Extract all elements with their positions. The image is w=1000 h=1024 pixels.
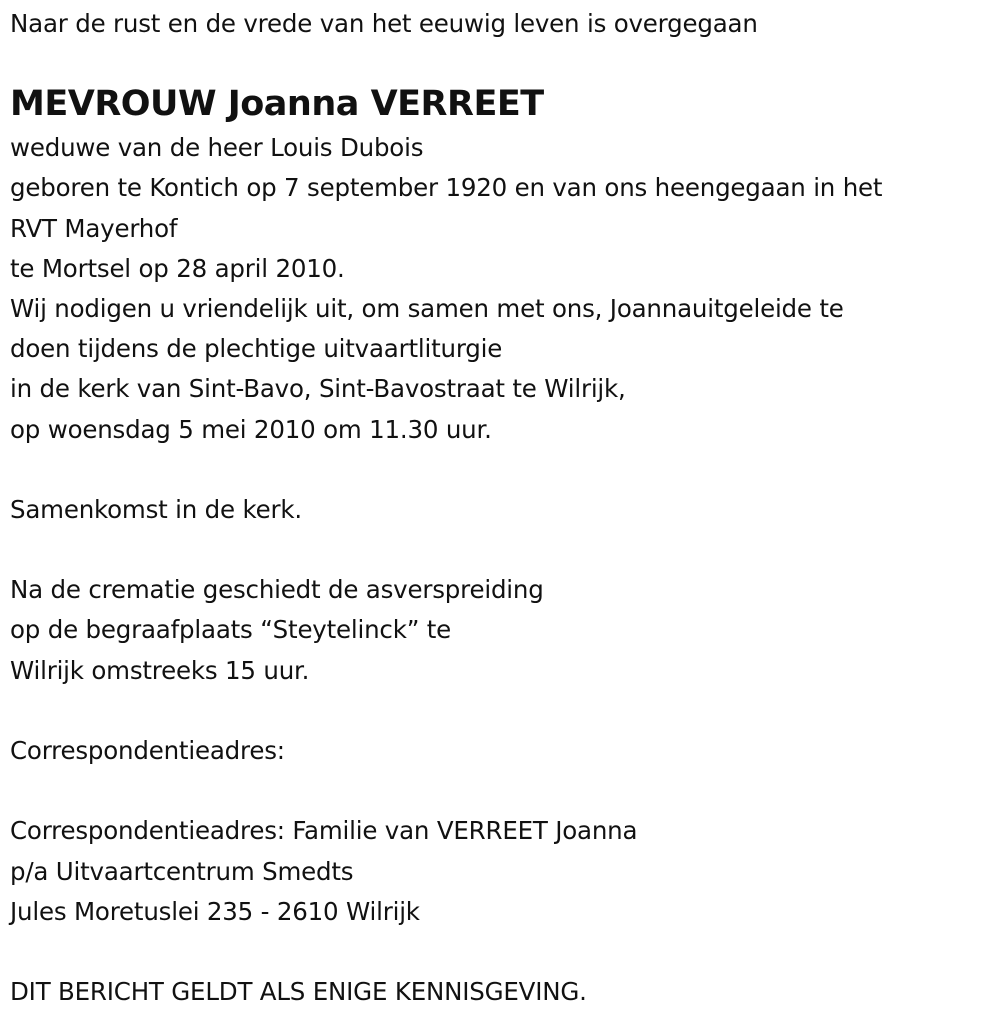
obituary-notice (10, 0, 995, 1012)
detail-line: op woensdag 5 mei 2010 om 11.30 uur. (10, 414, 492, 444)
correspondence-heading: Correspondentieadres: (10, 736, 285, 765)
spacer (10, 691, 995, 731)
cremation-line: Na de crematie geschiedt de asverspreiding (10, 575, 544, 605)
detail-line: RVT Mayerhof (10, 213, 178, 243)
correspondence-line: Jules Moretuslei 235 - 2610 Wilrijk (10, 896, 420, 926)
detail-line: in de kerk van Sint-Bavo, Sint-Bavostraat te Wilrijk, (10, 374, 626, 404)
correspondence-line: p/a Uitvaartcentrum Smedts (10, 856, 354, 886)
cremation-line: Wilrijk omstreeks 15 uur. (10, 655, 310, 685)
detail-line: Wij nodigen u vriendelijk uit, om samen met ons, Joannauitgeleide te (10, 293, 844, 323)
detail-line: doen tijdens de plechtige uitvaartliturgie (10, 334, 503, 364)
spacer (10, 771, 995, 811)
detail-line: geboren te Kontich op 7 september 1920 en van ons heengegaan in het (10, 173, 883, 203)
gathering-text: Samenkomst in de kerk. (10, 494, 302, 524)
correspondence-line: Correspondentieadres: Familie van VERREET Joanna (10, 816, 638, 846)
cremation-line: op de begraafplaats “Steytelinck” te (10, 615, 452, 645)
closing-text: DIT BERICHT GELDT ALS ENIGE KENNISGEVING. (10, 977, 587, 1007)
spacer (10, 530, 995, 570)
spacer (10, 932, 995, 972)
intro-text: Naar de rust en de vrede van het eeuwig leven is overgegaan (10, 9, 758, 38)
deceased-name: MEVROUW Joanna VERREET (10, 84, 544, 125)
detail-line: weduwe van de heer Louis Dubois (10, 133, 424, 163)
detail-line: te Mortsel op 28 april 2010. (10, 253, 345, 283)
spacer (10, 450, 995, 490)
